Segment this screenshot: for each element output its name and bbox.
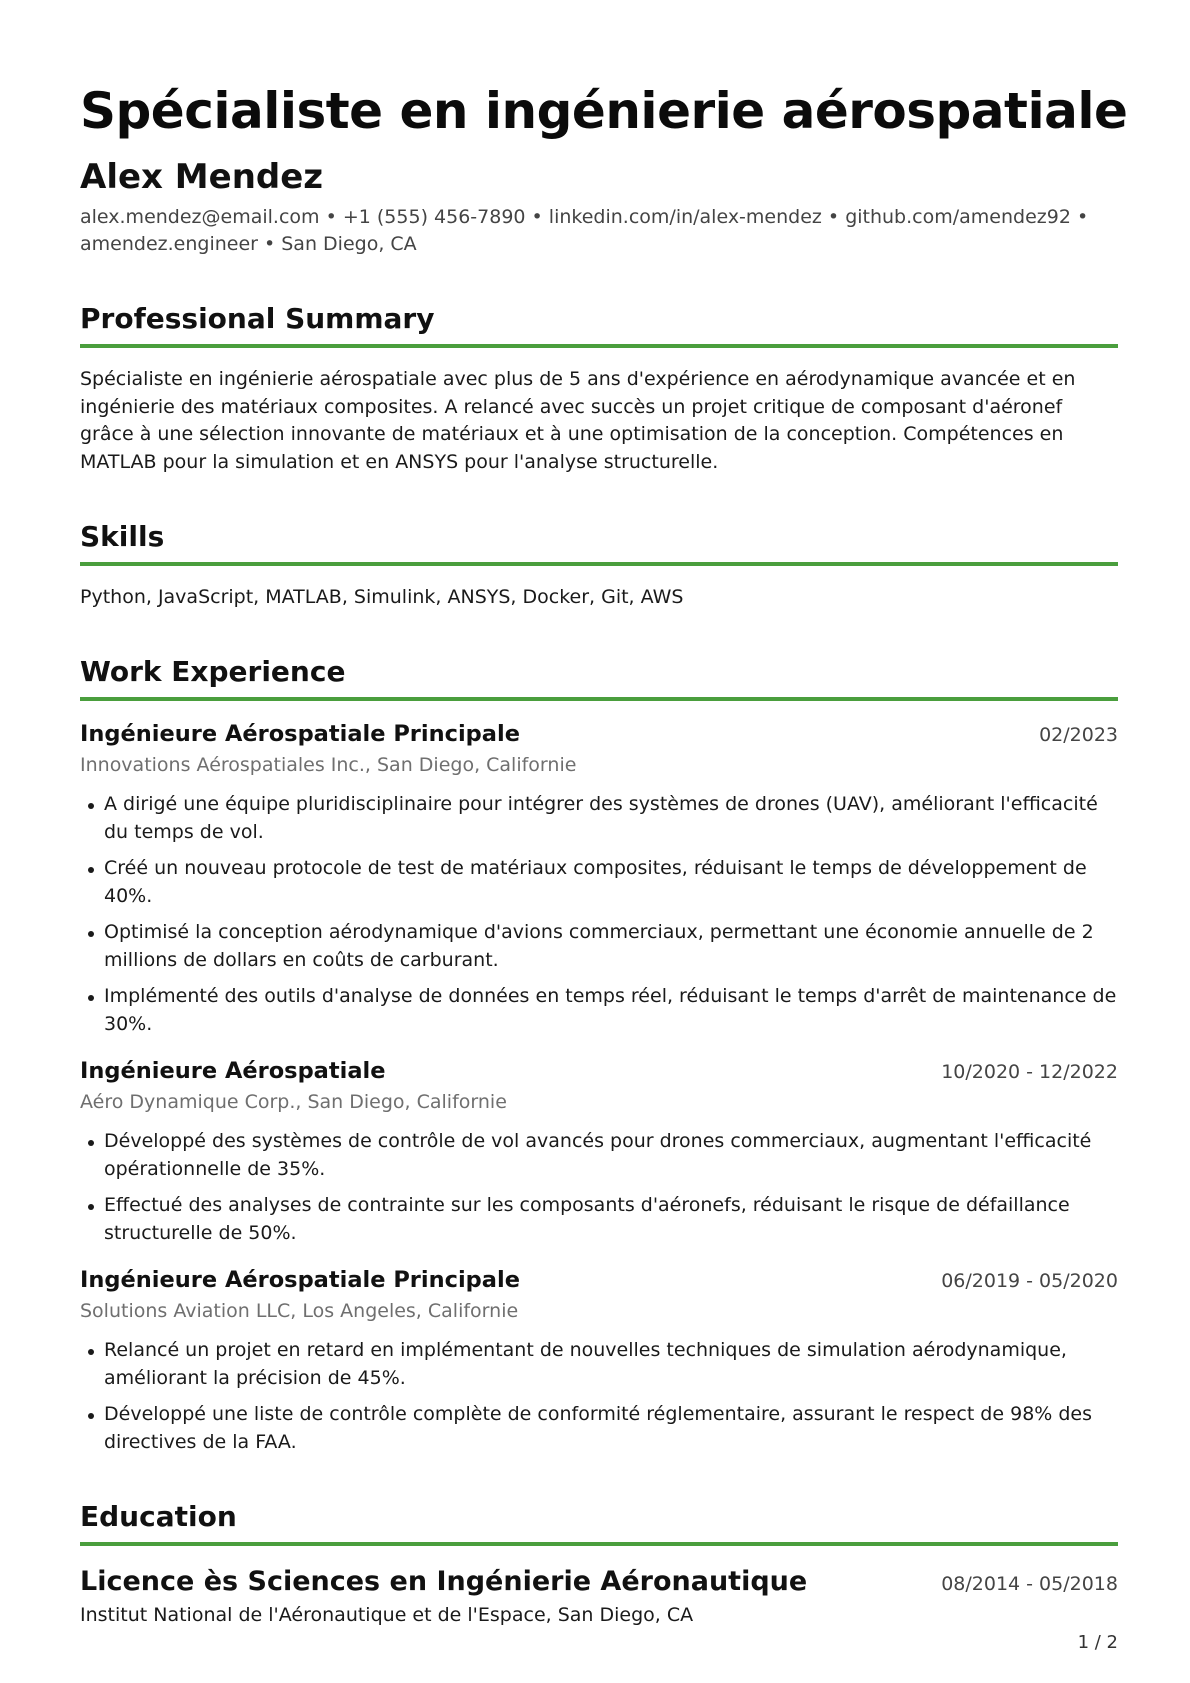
page-number: 1 / 2	[1077, 1632, 1118, 1653]
job-bullet: Effectué des analyses de contrainte sur les composants d'aéronefs, réduisant le risque de défaillance structurelle de 50%.	[80, 1192, 1118, 1247]
job-bullet: Relancé un projet en retard en implémentant de nouvelles techniques de simulation aérodynamique, améliorant la précision de 45%.	[80, 1337, 1118, 1392]
resume-page	[80, 80, 1128, 1629]
document-title: Spécialiste en ingénierie aérospatiale	[80, 82, 1128, 140]
job-bullets	[80, 1128, 1118, 1247]
job-bullet: A dirigé une équipe pluridisciplinaire pour intégrer des systèmes de drones (UAV), améliorant l'efficacité du temps de vol.	[80, 791, 1118, 846]
job-bullet: Créé un nouveau protocole de test de matériaux composites, réduisant le temps de développement de 40%.	[80, 855, 1118, 910]
contact-separator: •	[821, 206, 846, 228]
job-entry	[80, 719, 1118, 1038]
section-divider	[80, 562, 1118, 566]
job-company: Solutions Aviation LLC, Los Angeles, Californie	[80, 1300, 519, 1322]
summary-text: Spécialiste en ingénierie aérospatiale avec plus de 5 ans d'expérience en aérodynamique avancée et en ingénierie des matériaux composites. A relancé avec succès un projet critique de composant d'aéronef grâce à une sélection innovante de matériaux et à une optimisation de la conception. Compétences en MATLAB pour la simulation et en ANSYS pour l'analyse structurelle.	[80, 368, 1076, 473]
job-header	[80, 719, 1118, 749]
job-entry	[80, 1056, 1118, 1247]
skills-text: Python, JavaScript, MATLAB, Simulink, ANSYS, Docker, Git, AWS	[80, 586, 684, 608]
resume-header	[80, 80, 1128, 258]
education-section	[80, 1498, 1118, 1629]
job-bullet: Développé une liste de contrôle complète de conformité réglementaire, assurant le respect de 98% des directives de la FAA.	[80, 1401, 1118, 1456]
contact-github: github.com/amendez92	[845, 206, 1071, 228]
section-divider	[80, 697, 1118, 701]
contact-separator: •	[257, 233, 282, 255]
contact-website: amendez.engineer	[80, 233, 258, 255]
job-entry	[80, 1265, 1118, 1456]
education-entry	[80, 1564, 1118, 1629]
education-header	[80, 1564, 1118, 1600]
contact-line	[80, 204, 1118, 258]
experience-section	[80, 653, 1118, 1456]
contact-linkedin: linkedin.com/in/alex-mendez	[548, 206, 822, 228]
job-title: Ingénieure Aérospatiale Principale	[80, 721, 520, 747]
contact-separator: •	[1070, 206, 1089, 228]
job-date: 06/2019 - 05/2020	[941, 1270, 1118, 1292]
job-title: Ingénieure Aérospatiale Principale	[80, 1267, 520, 1293]
education-degree: Licence ès Sciences en Ingénierie Aéronautique	[80, 1566, 808, 1597]
job-bullet: Optimisé la conception aérodynamique d'avions commerciaux, permettant une économie annuelle de 2 millions de dollars en coûts de carburant.	[80, 919, 1118, 974]
contact-separator: •	[319, 206, 343, 228]
job-date: 02/2023	[1039, 724, 1118, 746]
person-name: Alex Mendez	[80, 157, 324, 197]
job-company: Aéro Dynamique Corp., San Diego, Californie	[80, 1091, 507, 1113]
contact-separator: •	[525, 206, 549, 228]
job-header	[80, 1056, 1118, 1086]
section-heading: Work Experience	[80, 655, 346, 688]
job-date: 10/2020 - 12/2022	[941, 1061, 1118, 1083]
education-school: Institut National de l'Aéronautique et de l'Espace, San Diego, CA	[80, 1604, 694, 1626]
section-divider	[80, 344, 1118, 348]
job-header	[80, 1265, 1118, 1295]
skills-section	[80, 518, 1118, 611]
job-company: Innovations Aérospatiales Inc., San Diego, Californie	[80, 754, 577, 776]
section-heading: Professional Summary	[80, 302, 435, 335]
summary-section	[80, 300, 1118, 476]
contact-location: San Diego, CA	[281, 233, 417, 255]
education-date: 08/2014 - 05/2018	[941, 1573, 1118, 1595]
job-bullets	[80, 791, 1118, 1038]
section-heading: Skills	[80, 520, 165, 553]
contact-email: alex.mendez@email.com	[80, 206, 320, 228]
section-divider	[80, 1542, 1118, 1546]
contact-phone: +1 (555) 456-7890	[342, 206, 526, 228]
job-bullets	[80, 1337, 1118, 1456]
job-bullet: Implémenté des outils d'analyse de données en temps réel, réduisant le temps d'arrêt de maintenance de 30%.	[80, 983, 1118, 1038]
section-heading: Education	[80, 1500, 237, 1533]
job-bullet: Développé des systèmes de contrôle de vol avancés pour drones commerciaux, augmentant l'efficacité opérationnelle de 35%.	[80, 1128, 1118, 1183]
job-title: Ingénieure Aérospatiale	[80, 1058, 386, 1084]
